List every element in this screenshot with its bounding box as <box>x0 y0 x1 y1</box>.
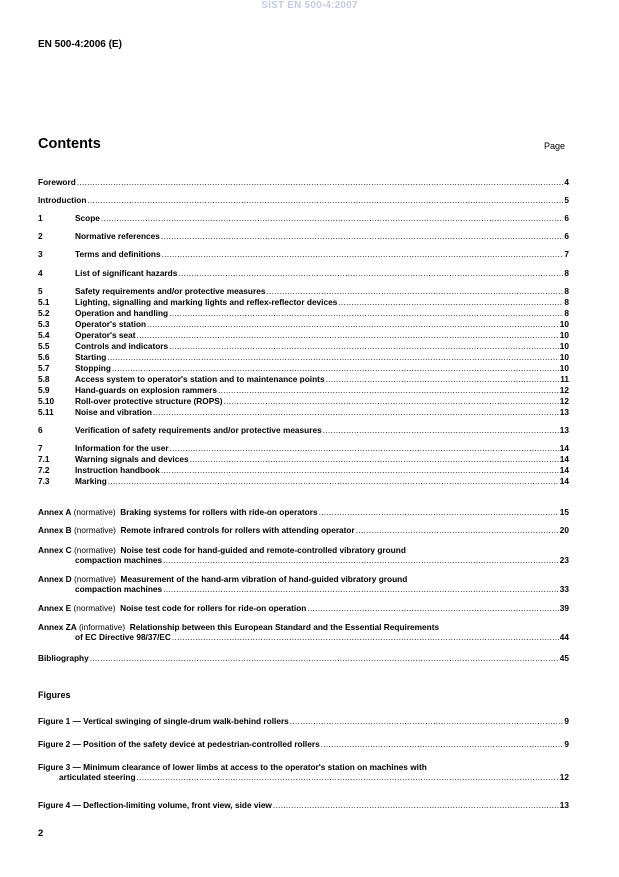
toc-entry-page: 8 <box>564 297 569 307</box>
toc-entry[interactable] <box>38 341 569 351</box>
toc-entry-line <box>38 603 569 613</box>
toc-entry-line <box>38 545 569 555</box>
page-column-header: Page <box>544 141 566 151</box>
annex-kind: (normative) <box>73 603 121 613</box>
toc-entry-text: Operator's seat <box>75 330 136 340</box>
dot-leader <box>101 213 563 223</box>
toc-entry[interactable] <box>38 425 569 435</box>
section-number: 5.10 <box>38 396 55 406</box>
toc-entry-text: Measurement of the hand-arm vibration of hand-guided vibratory ground <box>120 574 408 584</box>
dot-leader <box>319 507 559 517</box>
annex-kind: (informative) <box>79 622 130 632</box>
toc-entry[interactable] <box>38 525 569 535</box>
toc-entry-text: Safety requirements and/or protective measures <box>75 286 266 296</box>
toc-entry[interactable] <box>38 231 569 241</box>
toc-entry[interactable] <box>38 213 569 223</box>
toc-entry-page: 14 <box>559 454 569 464</box>
dot-leader <box>321 739 564 749</box>
toc-entry[interactable] <box>38 249 569 259</box>
section-number: 7.2 <box>38 465 50 475</box>
section-number: 5.8 <box>38 374 50 384</box>
toc-entry-text: compaction machines <box>75 584 163 594</box>
toc-entry-page: 14 <box>559 443 569 453</box>
dot-leader <box>224 396 559 406</box>
dot-leader <box>266 286 563 296</box>
toc-entry-text: Stopping <box>75 363 111 373</box>
toc-entry-text: Instruction handbook <box>75 465 160 475</box>
toc-entry-line <box>38 352 569 362</box>
toc-entry-line <box>38 286 569 296</box>
toc-entry[interactable] <box>38 363 569 373</box>
toc-entry-text: Bibliography <box>38 653 89 663</box>
toc-entry[interactable] <box>38 507 569 517</box>
dot-leader <box>169 308 563 318</box>
dot-leader <box>108 476 559 486</box>
toc-entry[interactable] <box>38 465 569 475</box>
toc-entry-page: 14 <box>559 465 569 475</box>
dot-leader <box>323 425 559 435</box>
toc-entry[interactable] <box>38 352 569 362</box>
annex-kind: (normative) <box>73 545 121 555</box>
toc-entry[interactable] <box>38 286 569 296</box>
toc-entry[interactable] <box>38 330 569 340</box>
toc-entry-line <box>38 716 569 726</box>
toc-entry-page: 14 <box>559 476 569 486</box>
toc-entry-page: 20 <box>559 525 569 535</box>
toc-entry-text: Access system to operator's station and to maintenance points <box>75 374 325 384</box>
toc-entry-page: 7 <box>564 249 569 259</box>
section-number: 7.1 <box>38 454 50 464</box>
toc-entry-page: 9 <box>564 739 569 749</box>
dot-leader <box>163 584 559 594</box>
toc-entry-text: Figure 3 — Minimum clearance of lower limbs at access to the operator's station on machines with <box>38 762 427 772</box>
annex-label: Annex A <box>38 507 74 517</box>
toc-entry-line <box>38 319 569 329</box>
document-id: EN 500-4:2006 (E) <box>38 39 122 50</box>
dot-leader <box>290 716 564 726</box>
toc-entry-page: 8 <box>564 268 569 278</box>
toc-entry-page: 12 <box>559 772 569 782</box>
annex-label: Annex C <box>38 545 74 555</box>
toc-entry[interactable] <box>38 800 569 810</box>
section-number: 3 <box>38 249 43 259</box>
dot-leader <box>172 632 559 642</box>
section-number: 5.1 <box>38 297 50 307</box>
toc-entry-text: Warning signals and devices <box>75 454 189 464</box>
toc-entry-page: 23 <box>559 555 569 565</box>
annex-label: Annex ZA <box>38 622 80 632</box>
section-number: 5.3 <box>38 319 50 329</box>
toc-entry[interactable] <box>38 739 569 749</box>
toc-entry-line <box>38 454 569 464</box>
toc-entry-text: Information for the user <box>75 443 169 453</box>
dot-leader <box>77 177 564 187</box>
annex-label: Annex B <box>38 525 74 535</box>
dot-leader <box>147 319 559 329</box>
toc-entry[interactable] <box>38 622 569 642</box>
section-number: 5.9 <box>38 385 50 395</box>
toc-entry-line <box>38 297 569 307</box>
toc-entry-line <box>38 525 569 535</box>
dot-leader <box>162 249 564 259</box>
section-number: 7 <box>38 443 43 453</box>
toc-entry-page: 6 <box>564 231 569 241</box>
toc-entry[interactable] <box>38 603 569 613</box>
annex-kind: (normative) <box>73 507 121 517</box>
dot-leader <box>273 800 559 810</box>
toc-entry-text: Scope <box>75 213 100 223</box>
toc-entry-page: 10 <box>559 341 569 351</box>
toc-entry-text: Braking systems for rollers with ride-on operators <box>120 507 318 517</box>
toc-entry-text: Figure 1 — Vertical swinging of single-drum walk-behind rollers <box>38 716 289 726</box>
watermark: SIST EN 500-4:2007 <box>261 0 358 11</box>
toc-entry-line <box>38 653 569 663</box>
toc-entry-text: Foreword <box>38 177 76 187</box>
annex-label: Annex D <box>38 574 74 584</box>
toc-entry-page: 4 <box>564 177 569 187</box>
dot-leader <box>178 268 563 278</box>
annex-label: Annex E <box>38 603 74 613</box>
section-number: 5.2 <box>38 308 50 318</box>
toc-entry-text: Hand-guards on explosion rammers <box>75 385 217 395</box>
toc-entry-page: 13 <box>559 800 569 810</box>
toc-entry-text: Noise and vibration <box>75 407 152 417</box>
dot-leader <box>137 772 559 782</box>
dot-leader <box>218 385 559 395</box>
dot-leader <box>161 231 564 241</box>
section-number: 4 <box>38 268 43 278</box>
toc-entry-line <box>38 385 569 395</box>
toc-entry[interactable] <box>38 443 569 453</box>
toc-entry-line <box>38 465 569 475</box>
toc-entry-text: Noise test code for hand-guided and remote-controlled vibratory ground <box>120 545 406 555</box>
toc-entry-text: of EC Directive 98/37/EC <box>75 632 171 642</box>
toc-entry-text: Lighting, signalling and marking lights and reflex-reflector devices <box>75 297 338 307</box>
toc-entry-continuation <box>38 584 569 594</box>
dot-leader <box>190 454 559 464</box>
section-number: 6 <box>38 425 43 435</box>
toc-entry[interactable] <box>38 396 569 406</box>
toc-entry-text: Noise test code for rollers for ride-on operation <box>120 603 307 613</box>
toc-entry-text: Introduction <box>38 195 87 205</box>
toc-entry-text: Normative references <box>75 231 160 241</box>
toc-entry-text: Relationship between this European Standard and the Essential Requirements <box>129 622 440 632</box>
toc-entry[interactable] <box>38 653 569 663</box>
toc-entry[interactable] <box>38 374 569 384</box>
toc-entry-line <box>38 231 569 241</box>
toc-entry-page: 13 <box>559 425 569 435</box>
toc-entry[interactable] <box>38 407 569 417</box>
toc-entry-line <box>38 574 569 584</box>
page-number: 2 <box>38 828 44 839</box>
toc-entry-line <box>38 249 569 259</box>
toc-entry-text: Roll-over protective structure (ROPS) <box>75 396 223 406</box>
toc-entry-line <box>38 762 569 772</box>
toc-entry-text: Operation and handling <box>75 308 169 318</box>
toc-entry-text: Operator's station <box>75 319 147 329</box>
dot-leader <box>326 374 560 384</box>
toc-entry-page: 45 <box>559 653 569 663</box>
section-number: 5.11 <box>38 407 54 417</box>
toc-entry[interactable] <box>38 177 569 187</box>
page-title: Contents <box>38 136 101 152</box>
figures-heading: Figures <box>38 690 71 700</box>
toc-entry-page: 10 <box>559 352 569 362</box>
toc-entry-page: 11 <box>560 374 569 384</box>
toc-entry-continuation <box>38 632 569 642</box>
toc-entry-page: 15 <box>559 507 569 517</box>
annex-kind: (normative) <box>73 525 121 535</box>
toc-entry[interactable] <box>38 385 569 395</box>
toc-entry[interactable] <box>38 476 569 486</box>
toc-entry-page: 8 <box>564 308 569 318</box>
dot-leader <box>338 297 563 307</box>
toc-entry-page: 9 <box>564 716 569 726</box>
section-number: 5.5 <box>38 341 50 351</box>
toc-entry-line <box>38 213 569 223</box>
toc-entry-line <box>38 330 569 340</box>
toc-entry[interactable] <box>38 762 569 782</box>
toc-entry-line <box>38 407 569 417</box>
toc-entry-continuation <box>38 772 569 782</box>
toc-entry-line <box>38 363 569 373</box>
toc-entry[interactable] <box>38 308 569 318</box>
toc-entry-page: 13 <box>559 407 569 417</box>
toc-entry-text: Remote infrared controls for rollers with attending operator <box>120 525 355 535</box>
dot-leader <box>170 443 559 453</box>
toc-entry-page: 10 <box>559 330 569 340</box>
dot-leader <box>169 341 559 351</box>
toc-entry-line <box>38 308 569 318</box>
toc-entry-page: 12 <box>559 396 569 406</box>
toc-entry-line <box>38 396 569 406</box>
toc-entry-text: List of significant hazards <box>75 268 178 278</box>
dot-leader <box>90 653 559 663</box>
toc-entry[interactable] <box>38 319 569 329</box>
toc-entry-text: compaction machines <box>75 555 163 565</box>
dot-leader <box>163 555 559 565</box>
toc-entry-text: Controls and indicators <box>75 341 169 351</box>
toc-entry[interactable] <box>38 454 569 464</box>
toc-entry[interactable] <box>38 268 569 278</box>
toc-entry-page: 5 <box>564 195 569 205</box>
toc-entry-page: 6 <box>564 213 569 223</box>
toc-entry-text: Terms and definitions <box>75 249 161 259</box>
dot-leader <box>137 330 559 340</box>
section-number: 5 <box>38 286 43 296</box>
annex-kind: (normative) <box>73 574 121 584</box>
toc-entry[interactable] <box>38 716 569 726</box>
toc-entry-line <box>38 800 569 810</box>
toc-entry-line <box>38 476 569 486</box>
section-number: 5.7 <box>38 363 50 373</box>
toc-entry[interactable] <box>38 545 569 565</box>
toc-entry-text: Verification of safety requirements and/or protective measures <box>75 425 322 435</box>
toc-entry-line <box>38 507 569 517</box>
dot-leader <box>356 525 559 535</box>
toc-entry-page: 39 <box>559 603 569 613</box>
toc-entry-text: Starting <box>75 352 107 362</box>
toc-entry-line <box>38 341 569 351</box>
section-number: 2 <box>38 231 43 241</box>
section-number: 5.4 <box>38 330 50 340</box>
toc-entry-page: 12 <box>559 385 569 395</box>
toc-entry-line <box>38 425 569 435</box>
toc-entry-line <box>38 622 569 632</box>
toc-entry-text: Marking <box>75 476 107 486</box>
toc-entry[interactable] <box>38 574 569 594</box>
toc-entry-line <box>38 374 569 384</box>
toc-entry-continuation <box>38 555 569 565</box>
toc-entry-text: Figure 4 — Deflection-limiting volume, front view, side view <box>38 800 272 810</box>
toc-entry-page: 10 <box>559 363 569 373</box>
dot-leader <box>112 363 559 373</box>
dot-leader <box>153 407 559 417</box>
toc-entry-line <box>38 443 569 453</box>
toc-entry-page: 44 <box>559 632 569 642</box>
dot-leader <box>307 603 558 613</box>
section-number: 1 <box>38 213 43 223</box>
toc-entry[interactable] <box>38 297 569 307</box>
section-number: 5.6 <box>38 352 50 362</box>
toc-entry-page: 33 <box>559 584 569 594</box>
toc-entry-line <box>38 177 569 187</box>
toc-entry-line <box>38 268 569 278</box>
toc-entry-page: 8 <box>564 286 569 296</box>
toc-entry-text: articulated steering <box>59 772 136 782</box>
dot-leader <box>161 465 559 475</box>
section-number: 7.3 <box>38 476 50 486</box>
toc-entry-line <box>38 195 569 205</box>
dot-leader <box>87 195 563 205</box>
toc-entry-text: Figure 2 — Position of the safety device at pedestrian-controlled rollers <box>38 739 320 749</box>
dot-leader <box>107 352 558 362</box>
toc-entry[interactable] <box>38 195 569 205</box>
toc-entry-page: 10 <box>559 319 569 329</box>
toc-entry-line <box>38 739 569 749</box>
